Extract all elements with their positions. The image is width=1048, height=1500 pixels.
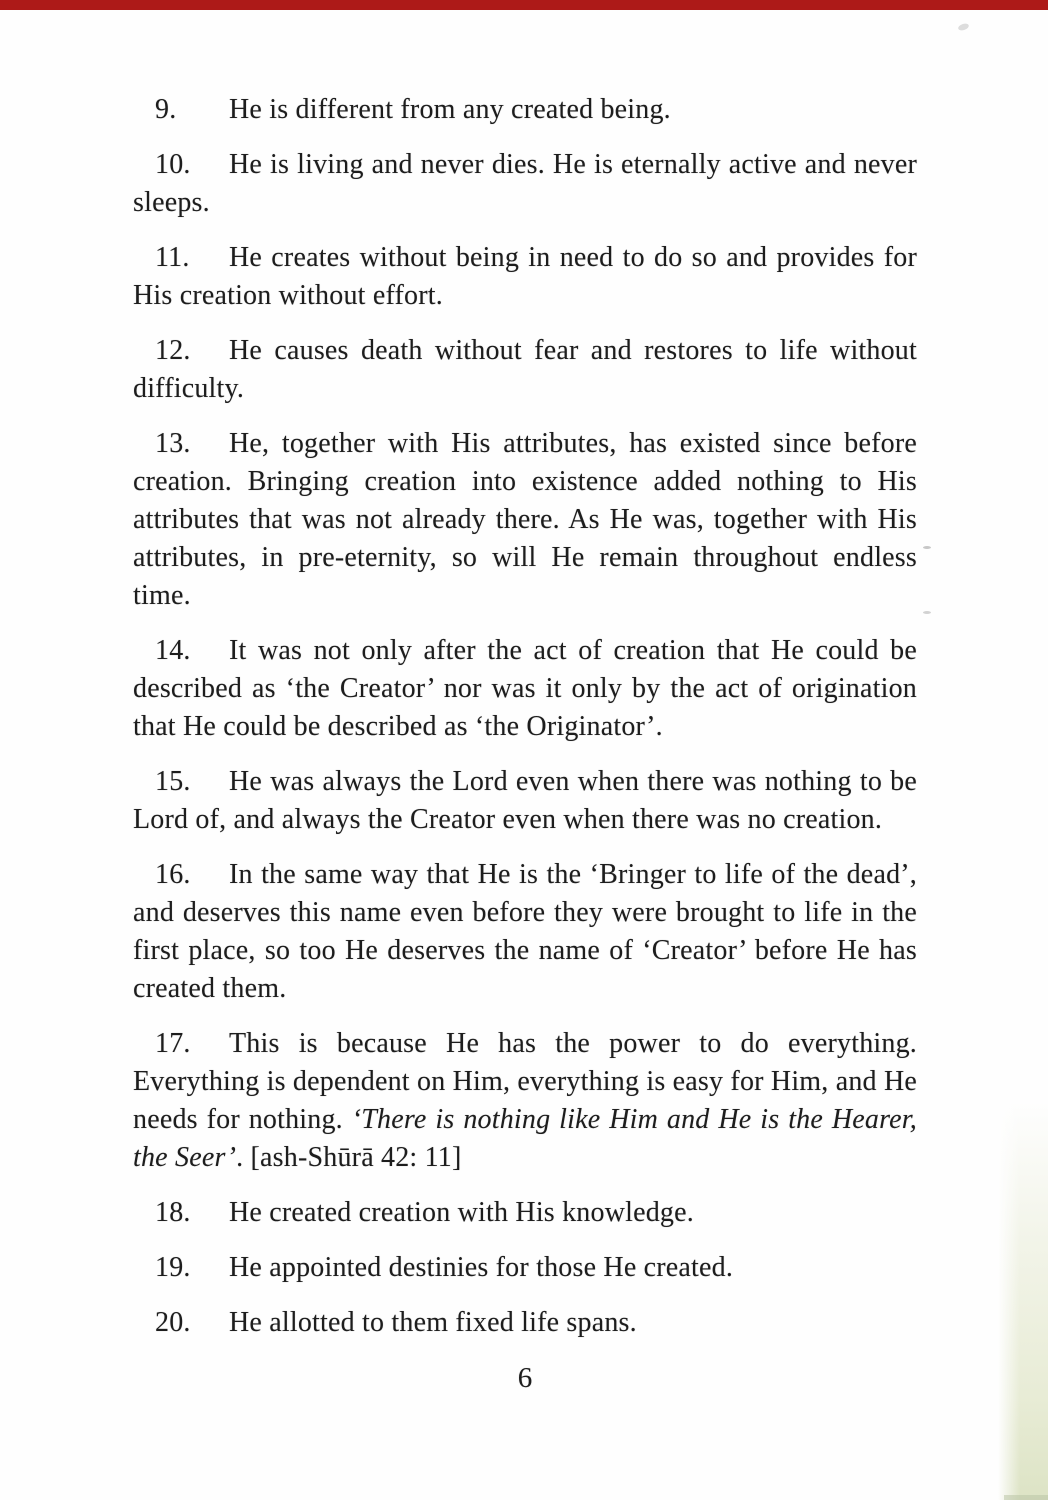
item-text: He is different from any created being.: [229, 94, 671, 125]
item-text: In the same way that He is the ‘Bringer to life of the dead’, and deserves this name even before they were brought to life in the first place, so too He deserves the name of ‘Creator’ before He has created them.: [133, 859, 917, 1004]
numbered-paragraph: [133, 763, 917, 839]
item-text: He created creation with His knowledge.: [229, 1197, 694, 1228]
item-text: He was always the Lord even when there was nothing to be Lord of, and always the Creator even when there was no creation.: [133, 766, 917, 835]
item-number: 17.: [155, 1028, 191, 1059]
item-text: He creates without being in need to do so and provides for His creation without effort.: [133, 242, 917, 311]
numbered-paragraph: [133, 632, 917, 746]
scan-speck: [923, 546, 931, 549]
item-number: 13.: [155, 428, 191, 459]
numbered-paragraph: [133, 146, 917, 222]
item-number: 11.: [155, 242, 190, 273]
item-number: 12.: [155, 335, 191, 366]
item-number: 18.: [155, 1197, 191, 1228]
scan-speck: [957, 22, 969, 31]
item-text: He, together with His attributes, has existed since before creation. Bringing creation into existence added nothing to His attributes that was not already there. As He was, together with His attributes, in pre-eternity, so will He remain throughout endless time.: [133, 428, 917, 611]
item-number: 14.: [155, 635, 191, 666]
numbered-paragraph: [133, 239, 917, 315]
item-text: .: [236, 1142, 251, 1173]
item-text: He causes death without fear and restores to life without difficulty.: [133, 335, 917, 404]
item-text: He appointed destinies for those He created.: [229, 1252, 734, 1283]
item-number: 16.: [155, 859, 191, 890]
item-number: 19.: [155, 1252, 191, 1283]
item-text: He allotted to them fixed life spans.: [229, 1307, 637, 1338]
numbered-paragraph: [133, 332, 917, 408]
item-number: 15.: [155, 766, 191, 797]
item-number: 20.: [155, 1307, 191, 1338]
item-text: He is living and never dies. He is eternally active and never sleeps.: [133, 149, 917, 218]
item-text: It was not only after the act of creation that He could be described as ‘the Creator’ nor was it only by the act of origination that He could be described as ‘the Originator’.: [133, 635, 917, 742]
numbered-paragraph: [133, 1304, 917, 1342]
numbered-paragraph: [133, 856, 917, 1008]
numbered-paragraph: [133, 1025, 917, 1177]
numbered-paragraph: [133, 425, 917, 615]
numbered-paragraph: [133, 1194, 917, 1232]
verse-reference: [ash-Shūrā 42: 11]: [250, 1142, 462, 1173]
page-text-block: [133, 91, 917, 1397]
page-number: 6: [517, 1362, 533, 1394]
scan-speck: [923, 611, 931, 614]
item-number: 10.: [155, 149, 191, 180]
numbered-paragraph: [133, 91, 917, 129]
item-text: This is because He has the power to do everything. Everything is dependent on Him, everything is easy for Him, and He needs for nothing.: [133, 1028, 917, 1135]
numbered-paragraph: [133, 1249, 917, 1287]
quran-quote: ‘There is nothing like Him and He is the Hearer, the Seer’: [133, 1104, 917, 1173]
scan-top-edge: [0, 0, 1048, 10]
item-number: 9.: [155, 94, 177, 125]
scan-page-edge-tint: [998, 1100, 1048, 1500]
